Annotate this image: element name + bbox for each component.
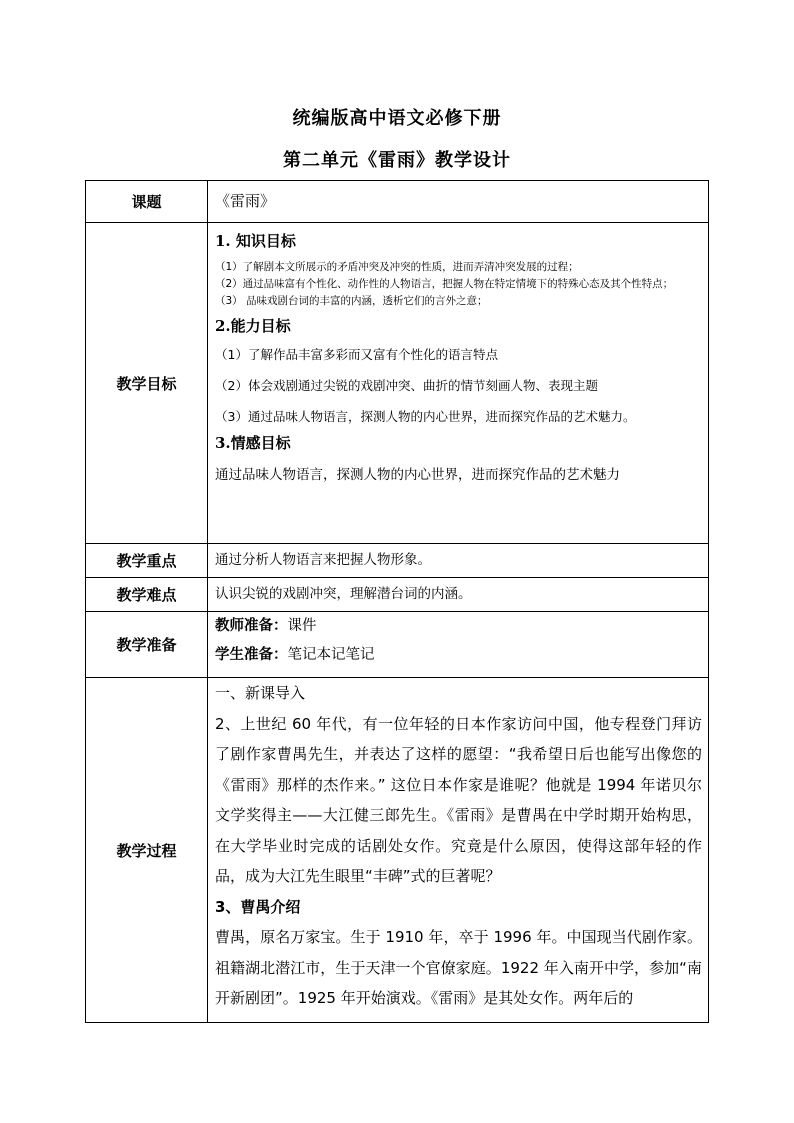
table-row-goals [86, 223, 709, 544]
row-label-process: 教学过程 [86, 678, 208, 1023]
knowledge-item: （3） 品味戏剧台词的丰富的内涵，透析它们的言外之意； [215, 295, 488, 307]
knowledge-item: （1）了解剧本文所展示的矛盾冲突及冲突的性质，进而弄清冲突发展的过程； [215, 261, 579, 273]
student-prep-value: 笔记本记笔记 [287, 647, 375, 663]
table-row-difficulties [86, 578, 709, 612]
lesson-plan-table [85, 180, 709, 1023]
teacher-prep-label: 教师准备： [215, 618, 288, 634]
student-prep-label: 学生准备： [215, 647, 288, 663]
emotion-heading: 3.情感目标 [215, 434, 291, 452]
table-row-topic [86, 181, 709, 223]
knowledge-item: （2）通过品味富有个性化、动作性的人物语言，把握人物在特定情境下的特殊心态及其个性特点； [215, 278, 674, 290]
preparation-content [208, 612, 709, 678]
document-title: 统编版高中语文必修下册 [292, 108, 502, 129]
row-label-preparation: 教学准备 [86, 612, 208, 678]
table-row-process [86, 678, 709, 1023]
topic-value: 《雷雨》 [208, 181, 709, 223]
ability-item: （2）体会戏剧通过尖锐的戏剧冲突、曲折的情节刻画人物、表现主题 [215, 378, 598, 393]
ability-item: （1）了解作品丰富多彩而又富有个性化的语言特点 [215, 347, 498, 362]
row-label-difficulties: 教学难点 [86, 578, 208, 612]
process-paragraph: 2、上世纪 60 年代，有一位年轻的日本作家访问中国，他专程登门拜访了剧作家曹禺先生，并表达了这样的愿望：“我希望日后也能写出像您的《雷雨》那样的杰作来。” 这位日本作家是谁呢？他就是 1994 年诺贝尔文学奖得主——大江健三郎先生。《雷雨》是曹禺在中学时期开始构思，在大学毕业时完成的话剧处女作。究竟是什么原因，使得这部年轻的作品，成为大江先生眼里“丰碑”式的巨著呢？ [215, 714, 702, 885]
row-label-key-points: 教学重点 [86, 544, 208, 578]
process-section-author: 3、曹禺介绍 [215, 897, 301, 916]
emotion-text: 通过品味人物语言，探测人物的内心世界，进而探究作品的艺术魅力 [215, 467, 620, 483]
teacher-prep-value: 课件 [287, 618, 317, 634]
row-label-topic: 课题 [86, 181, 208, 223]
ability-heading: 2.能力目标 [215, 317, 291, 335]
process-paragraph: 曹禺，原名万家宝。生于 1910 年，卒于 1996 年。中国现当代剧作家。祖籍湖北潜江市，生于天津一个官僚家庭。1922 年入南开中学，参加“南开新剧团”。1925 年开始演戏。《雷雨》是其处女作。两年后的 [215, 928, 702, 1007]
process-section-intro: 一、新课导入 [215, 684, 306, 702]
row-label-goals: 教学目标 [86, 223, 208, 544]
difficulties-value: 认识尖锐的戏剧冲突，理解潜台词的内涵。 [208, 578, 709, 612]
table-row-preparation [86, 612, 709, 678]
ability-item: （3）通过品味人物语言，探测人物的内心世界，进而探究作品的艺术魅力。 [215, 409, 636, 424]
process-content [208, 678, 709, 1023]
knowledge-heading: 1. 知识目标 [215, 232, 296, 250]
goals-content [208, 223, 709, 544]
table-row-key-points [86, 544, 709, 578]
document-subtitle: 第二单元《雷雨》教学设计 [283, 150, 511, 171]
key-points-value: 通过分析人物语言来把握人物形象。 [208, 544, 709, 578]
